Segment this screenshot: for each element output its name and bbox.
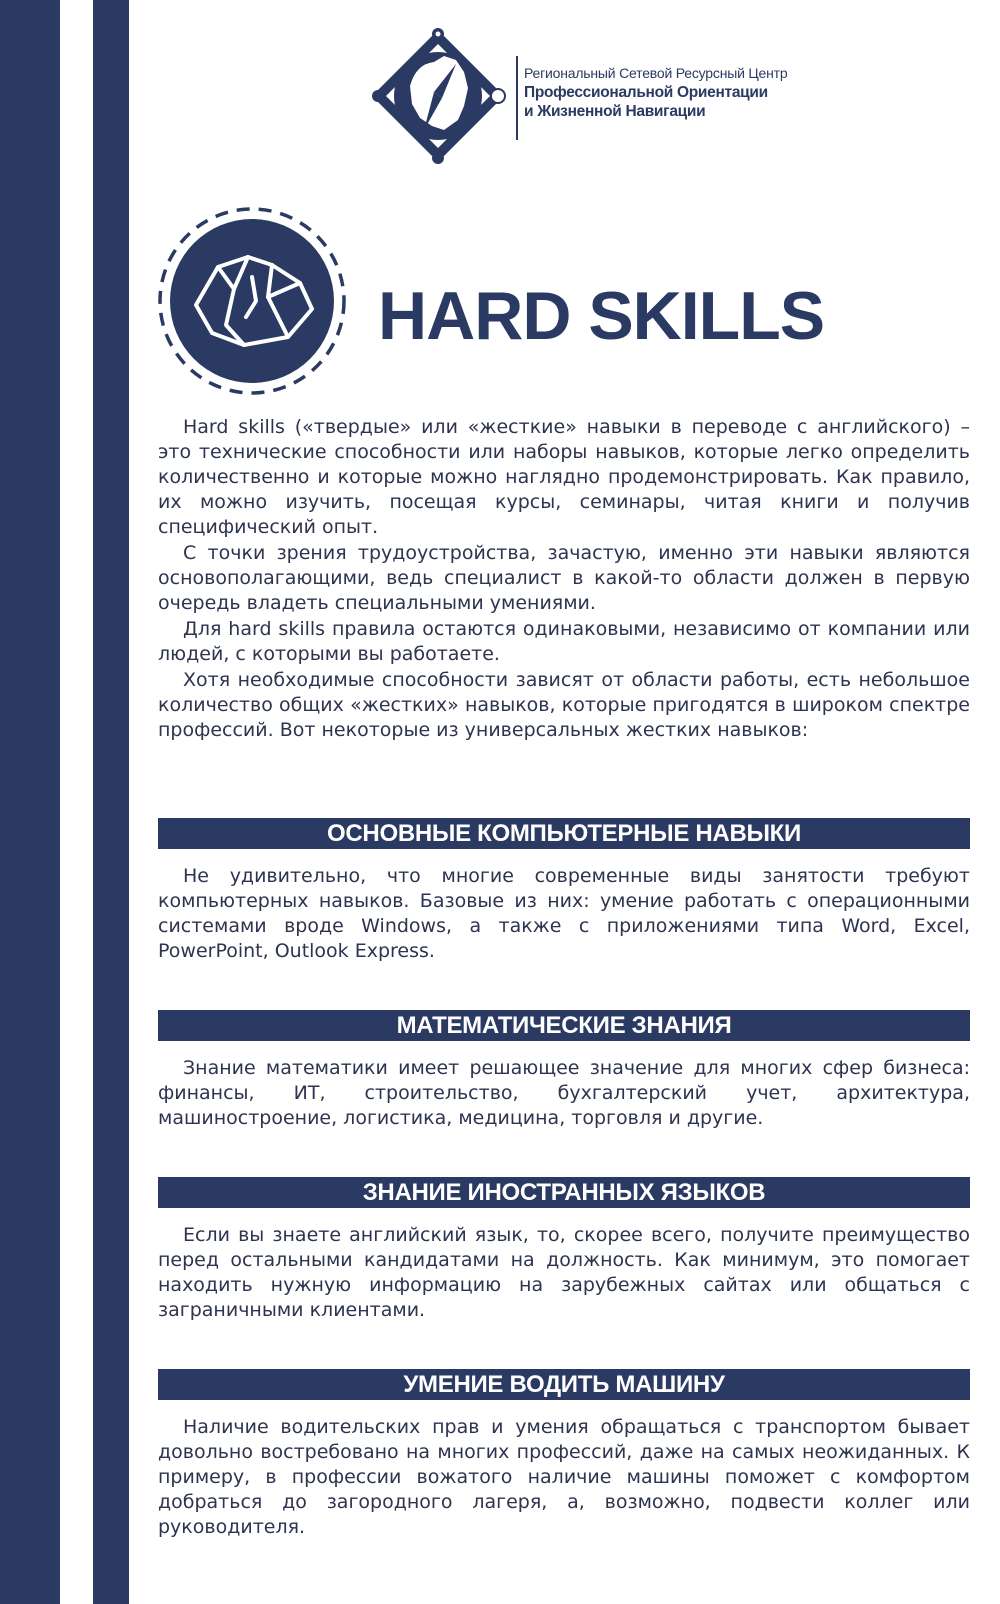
intro-paragraph: Для hard skills правила остаются одинаковыми, независимо от компании или людей, с которыми вы работаете. xyxy=(158,618,970,665)
rock-icon xyxy=(156,205,348,397)
logo-line-1: Региональный Сетевой Ресурсный Центр xyxy=(524,65,788,81)
intro-paragraph: Хотя необходимые способности зависят от области работы, есть небольшое количество общих «жестких» навыков, которые пригодятся в широком спектре профессий. Вот некоторые из универсальных жестких навыков: xyxy=(158,669,970,741)
logo-divider xyxy=(516,56,518,140)
section-heading-math: МАТЕМАТИЧЕСКИЕ ЗНАНИЯ xyxy=(158,1010,970,1041)
left-stripe-wide xyxy=(0,0,60,1604)
left-stripe-narrow xyxy=(93,0,129,1604)
compass-emblem-icon xyxy=(368,26,508,166)
section-heading-driving: УМЕНИЕ ВОДИТЬ МАШИНУ xyxy=(158,1369,970,1400)
section-heading-languages: ЗНАНИЕ ИНОСТРАННЫХ ЯЗЫКОВ xyxy=(158,1177,970,1208)
section-paragraph: Наличие водительских прав и умения обращаться с транспортом бывает довольно востребовано на многих профессий, даже на самых неожиданных. К примеру, в профессии вожатого наличие машины поможет с комфортом добраться до загородного лагеря, а, возможно, подвести коллег или руководителя. xyxy=(158,1416,970,1538)
section-text-math xyxy=(158,1056,970,1131)
intro-paragraph: Hard skills («твердые» или «жесткие» навыки в переводе с английского) – это технические способности или наборы навыков, которые легко определить количественно и которые можно наглядно продемонстрировать. Как правило, их можно изучить, посещая курсы, семинары, читая книги и получив специфический опыт. xyxy=(158,416,970,538)
section-heading-computer-skills: ОСНОВНЫЕ КОМПЬЮТЕРНЫЕ НАВЫКИ xyxy=(158,818,970,849)
section-paragraph: Знание математики имеет решающее значение для многих сфер бизнеса: финансы, ИТ, строительство, бухгалтерский учет, архитектура, машиностроение, логистика, медицина, торговля и другие. xyxy=(158,1057,970,1129)
section-text-languages xyxy=(158,1223,970,1323)
logo-line-2: Профессиональной Ориентации xyxy=(524,84,768,101)
section-paragraph: Если вы знаете английский язык, то, скорее всего, получите преимущество перед остальными кандидатами на должность. Как минимум, это помогает находить нужную информацию на зарубежных сайтах или общаться с заграничными клиентами. xyxy=(158,1224,970,1321)
intro-text xyxy=(158,415,970,743)
organization-logo xyxy=(368,26,788,166)
section-text-driving xyxy=(158,1415,970,1540)
page-title: HARD SKILLS xyxy=(378,278,825,354)
section-paragraph: Не удивительно, что многие современные виды занятости требуют компьютерных навыков. Базовые из них: умение работать с операционными системами вроде Windows, а также с приложениями типа Word, Excel, PowerPoint, Outlook Express. xyxy=(158,865,970,962)
logo-text xyxy=(524,64,787,121)
intro-paragraph: С точки зрения трудоустройства, зачастую, именно эти навыки являются основополагающими, ведь специалист в какой-то области должен в первую очередь владеть специальными умениями. xyxy=(158,542,970,614)
logo-line-3: и Жизненной Навигации xyxy=(524,103,706,120)
section-text-computer-skills xyxy=(158,864,970,964)
